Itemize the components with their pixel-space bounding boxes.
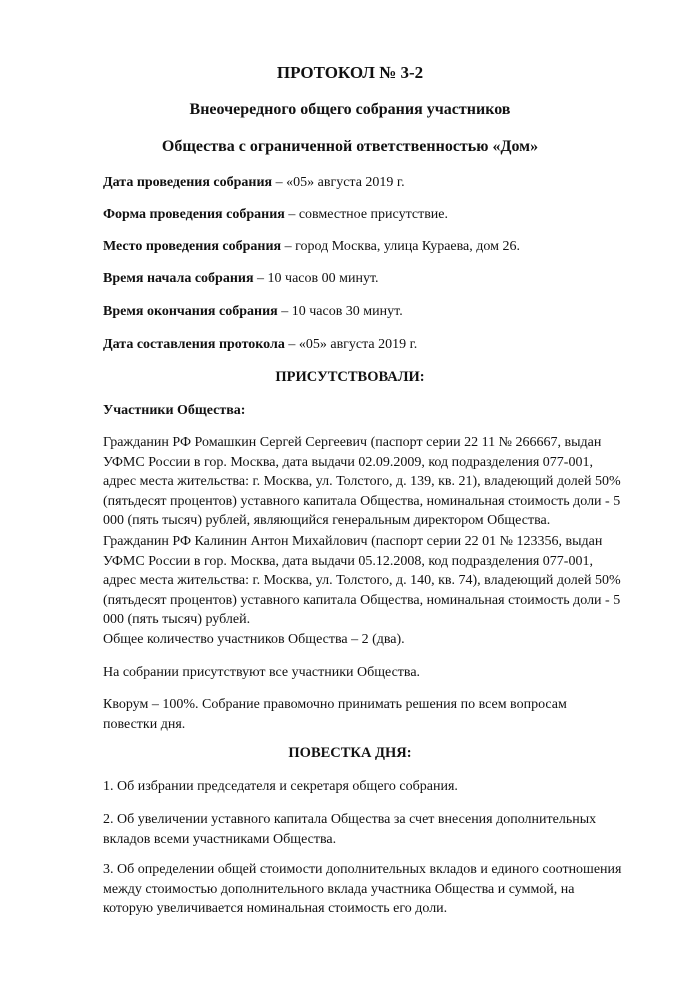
- meeting-place-value: – город Москва, улица Кураева, дом 26.: [281, 239, 520, 254]
- agenda-item: 3. Об определении общей стоимости дополнительных вкладов и единого соотношения между стоимостью дополнительного вклада участника Общества и суммой, на которую увеличивается номинальная стоимость его доли.: [103, 862, 622, 916]
- participant-2-paragraph: Гражданин РФ Калинин Антон Михайлович (паспорт серии 22 01 № 123356, выдан УФМС России в гор. Москва, дата выдачи 05.12.2008, код подразделения 077-001, адрес места жительства: г. Москва, ул. Толстого, д. 140, кв. 74), владеющий долей 50% (пятьдесят процентов) уставного капитала Общества, номинальная стоимость доли - 5 000 (пять тысяч) рублей.: [103, 534, 621, 627]
- quorum-paragraph: Кворум – 100%. Собрание правомочно принимать решения по всем вопросам повестки дня.: [103, 697, 567, 732]
- meeting-form-label: Форма проведения собрания: [103, 207, 285, 222]
- meeting-form-value: – совместное присутствие.: [284, 207, 449, 222]
- agenda-item: 1. Об избрании председателя и секретаря общего собрания.: [103, 779, 458, 794]
- agenda-heading: ПОВЕСТКА ДНЯ:: [288, 745, 412, 761]
- meeting-start-time-value: – 10 часов 00 минут.: [253, 271, 379, 286]
- document-subtitle-company: Общества с ограниченной ответственностью «Дом»: [161, 138, 539, 155]
- participants-heading: Участники Общества:: [103, 403, 246, 418]
- protocol-date-label: Дата составления протокола: [103, 337, 285, 352]
- meeting-end-time-label: Время окончания собрания: [103, 304, 278, 319]
- meeting-date-label: Дата проведения собрания: [103, 175, 273, 190]
- attendance-heading: ПРИСУТСТВОВАЛИ:: [275, 369, 425, 385]
- participants-present: На собрании присутствуют все участники Общества.: [103, 665, 421, 680]
- meeting-form: [103, 206, 448, 224]
- document-subtitle-meeting: Внеочередного общего собрания участников: [189, 101, 511, 118]
- agenda-item: 2. Об увеличении уставного капитала Общества за счет внесения дополнительных вкладов всеми участниками Общества.: [103, 812, 597, 847]
- participant-1-paragraph: Гражданин РФ Ромашкин Сергей Сергеевич (паспорт серии 22 11 № 266667, выдан УФМС России в гор. Москва, дата выдачи 02.09.2009, код подразделения 077-001, адрес места жительства: г. Москва, ул. Толстого, д. 139, кв. 21), владеющий долей 50% (пятьдесят процентов) уставного капитала Общества, номинальная стоимость доли - 5 000 (пять тысяч) рублей, являющийся генеральным директором Общества.: [103, 435, 621, 528]
- meeting-end-time-value: – 10 часов 30 минут.: [277, 304, 403, 319]
- meeting-place: [103, 238, 520, 256]
- protocol-date: [103, 336, 417, 354]
- meeting-end-time: [103, 303, 403, 321]
- meeting-date-value: – «05» августа 2019 г.: [272, 175, 405, 190]
- meeting-date: [103, 174, 405, 192]
- protocol-date-value: – «05» августа 2019 г.: [284, 337, 418, 352]
- meeting-start-time: [103, 270, 379, 288]
- document-title: ПРОТОКОЛ № 3-2: [276, 63, 424, 82]
- meeting-place-label: Место проведения собрания: [103, 239, 282, 254]
- participants-total: Общее количество участников Общества – 2 (два).: [103, 632, 405, 647]
- meeting-start-time-label: Время начала собрания: [103, 271, 254, 286]
